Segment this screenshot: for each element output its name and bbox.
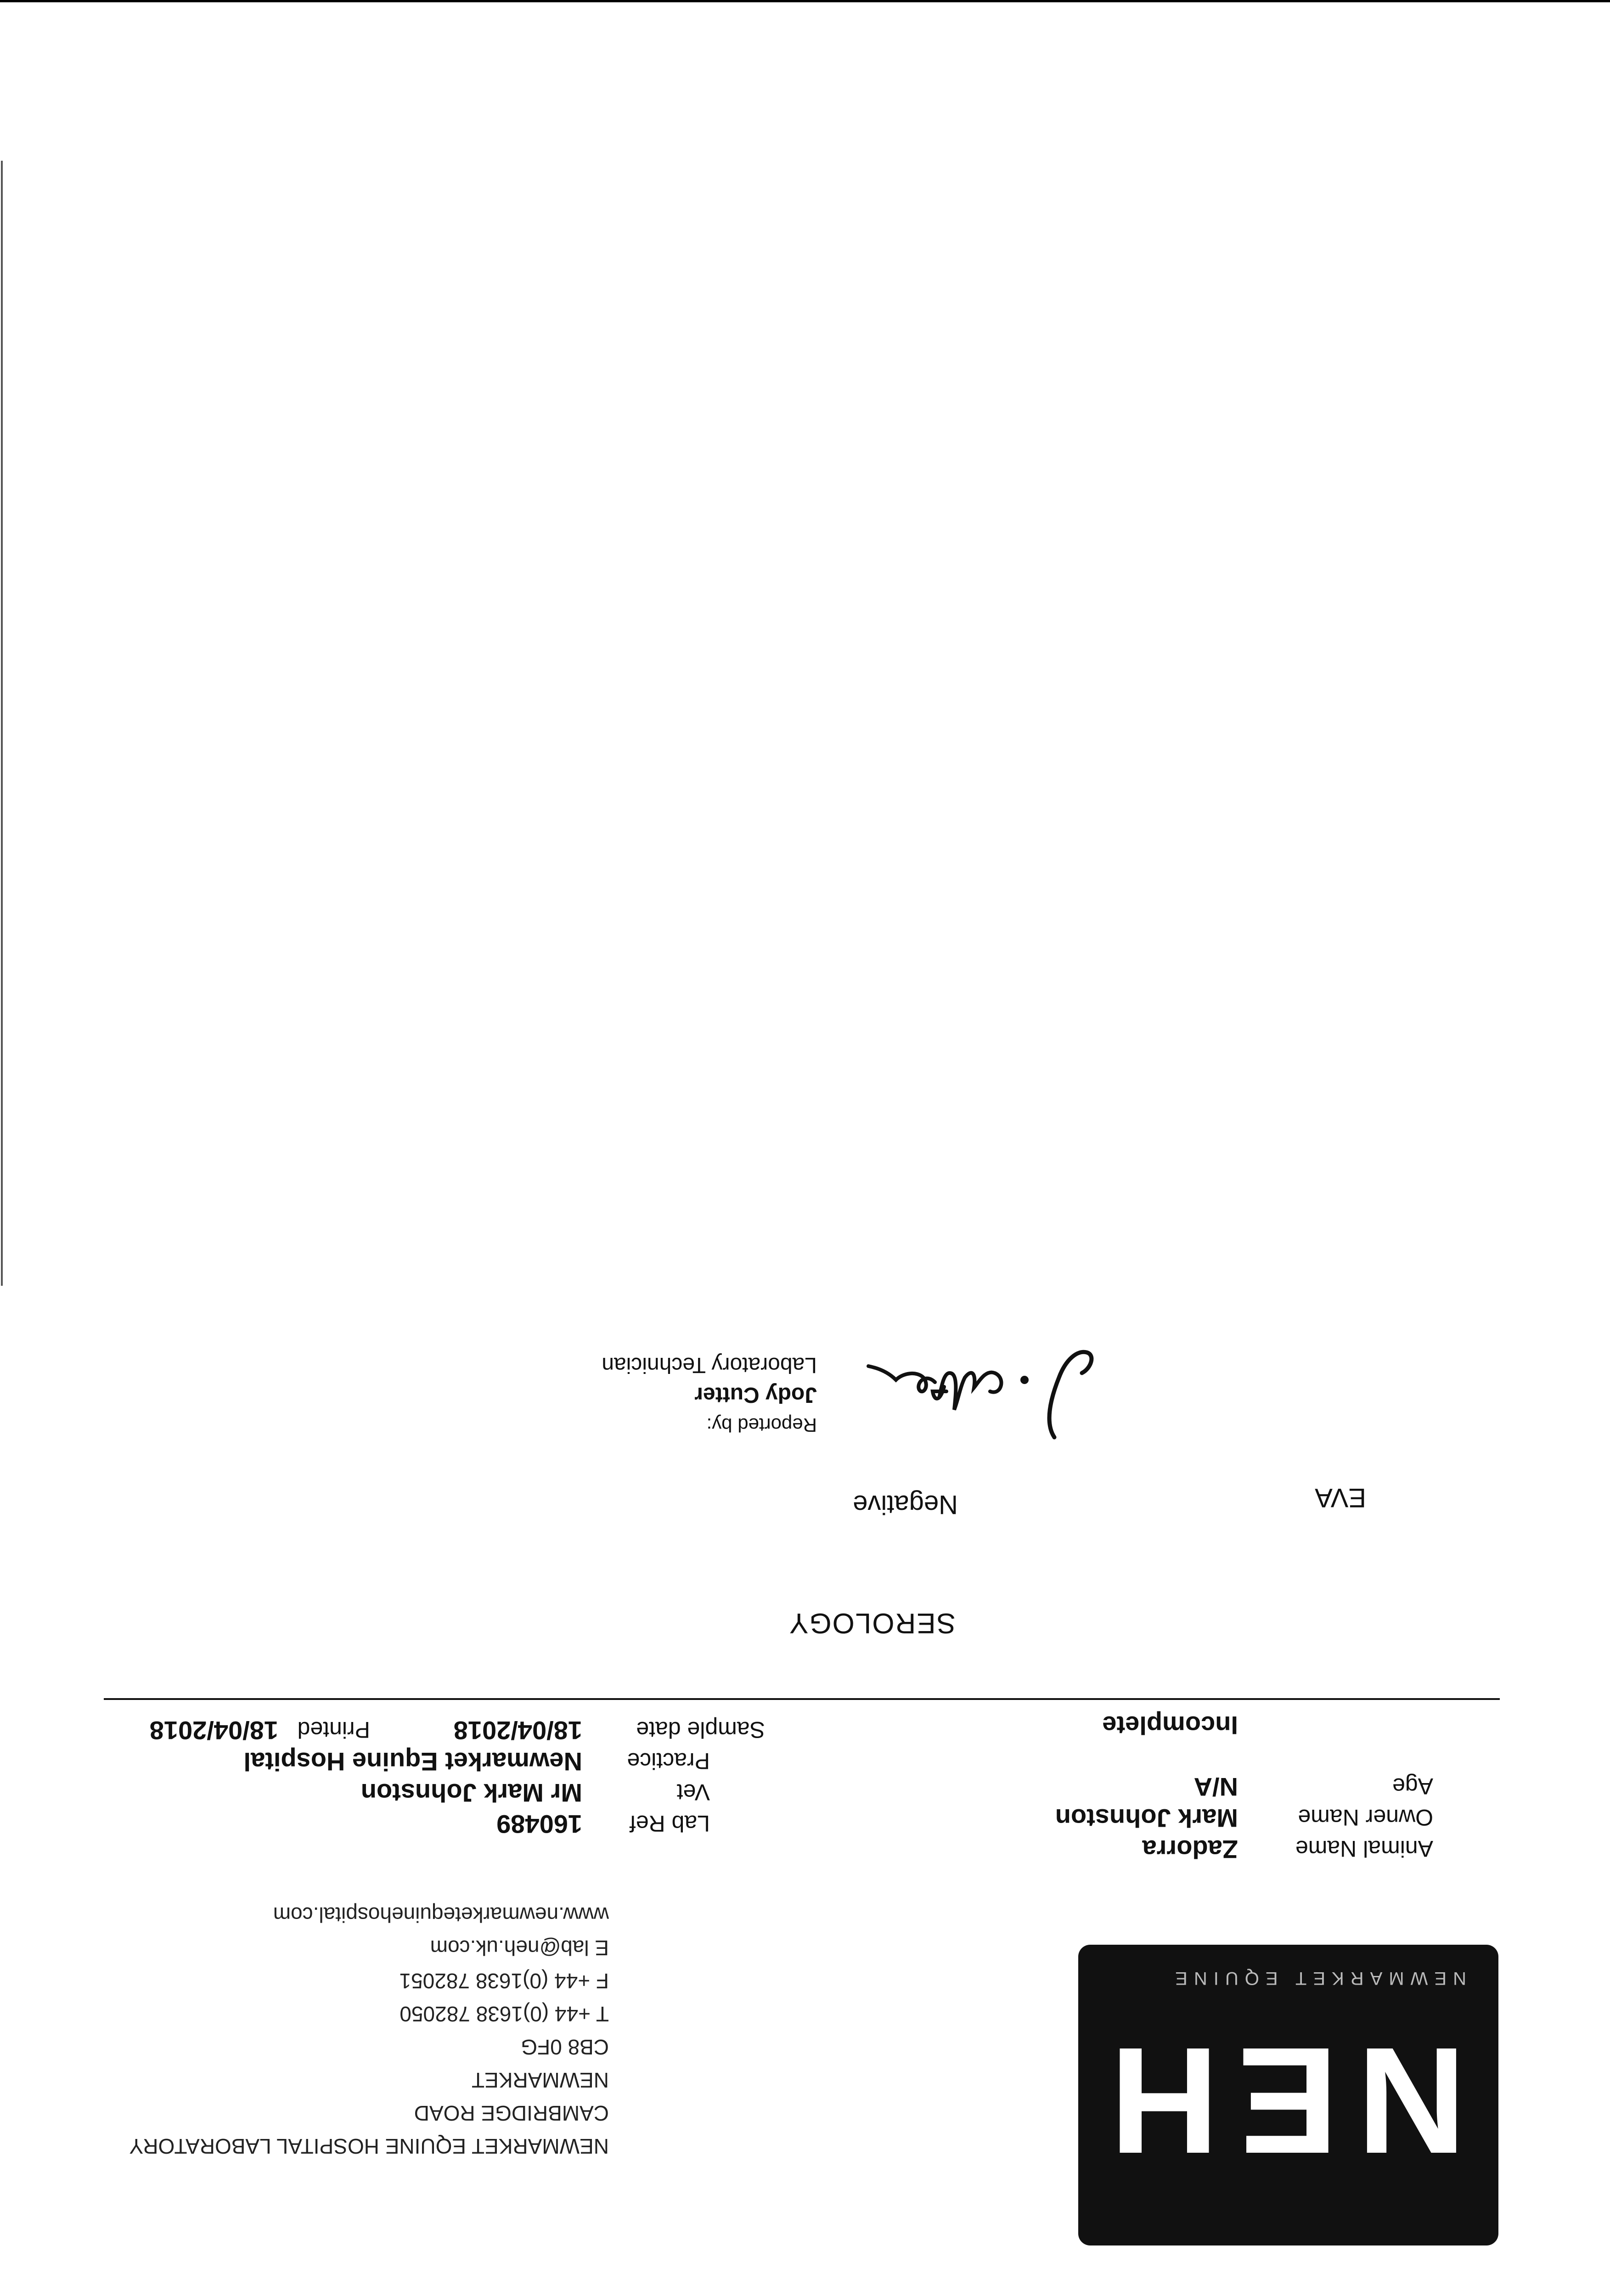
practice-value: Newmarket Equine Hospital xyxy=(243,1747,582,1776)
owner-name-value: Mark Johnston xyxy=(1055,1804,1238,1833)
lab-ref-value: 160489 xyxy=(496,1810,582,1839)
vet-label: Vet xyxy=(676,1779,710,1805)
neh-logo xyxy=(1078,1945,1498,2245)
section-title: SEROLOGY xyxy=(788,1607,956,1639)
fax-line: F +44 (0)1638 782051 xyxy=(399,1969,609,1993)
reporter-name: Jody Cutter xyxy=(694,1383,817,1407)
logo-letters: NEH xyxy=(1091,2016,1466,2186)
owner-name-label: Owner Name xyxy=(1298,1805,1433,1830)
scan-border-line xyxy=(0,0,1610,2)
test-result: Negative xyxy=(853,1490,958,1519)
sample-date-label: Sample date xyxy=(636,1717,765,1743)
animal-name-label: Animal Name xyxy=(1295,1836,1433,1862)
age-value: N/A xyxy=(1193,1773,1238,1801)
test-name: EVA xyxy=(1315,1483,1366,1513)
printed-value: 18/04/2018 xyxy=(149,1716,278,1745)
report-status: Incomplete xyxy=(1102,1711,1238,1740)
header-divider xyxy=(104,1698,1500,1700)
website-line: www.newmarketequinehospital.com xyxy=(273,1903,609,1927)
vet-value: Mr Mark Johnston xyxy=(360,1778,582,1807)
lab-ref-label: Lab Ref xyxy=(629,1811,710,1836)
printed-label: Printed xyxy=(297,1717,370,1743)
lab-address xyxy=(35,1898,609,2163)
reported-by-label: Reported by: xyxy=(706,1414,817,1436)
address-line: CB8 0FG xyxy=(521,2035,609,2059)
animal-name-value: Zadorra xyxy=(1142,1835,1238,1864)
reporter-role: Laboratory Technician xyxy=(602,1353,817,1377)
logo-tagline: NEWMARKET EQUINE xyxy=(1169,1968,1466,1988)
address-line: NEWMARKET EQUINE HOSPITAL LABORATORY xyxy=(129,2134,609,2158)
age-label: Age xyxy=(1392,1773,1433,1799)
scan-edge-line xyxy=(1,161,3,1286)
signature-image xyxy=(866,1336,1105,1442)
phone-line: T +44 (0)1638 782050 xyxy=(400,2002,609,2026)
address-line: NEWMARKET xyxy=(472,2068,609,2092)
email-line: E lab@neh.uk.com xyxy=(430,1936,609,1960)
sample-date-value: 18/04/2018 xyxy=(453,1716,582,1745)
address-line: CAMBRIDGE ROAD xyxy=(414,2101,609,2125)
practice-label: Practice xyxy=(627,1748,710,1774)
